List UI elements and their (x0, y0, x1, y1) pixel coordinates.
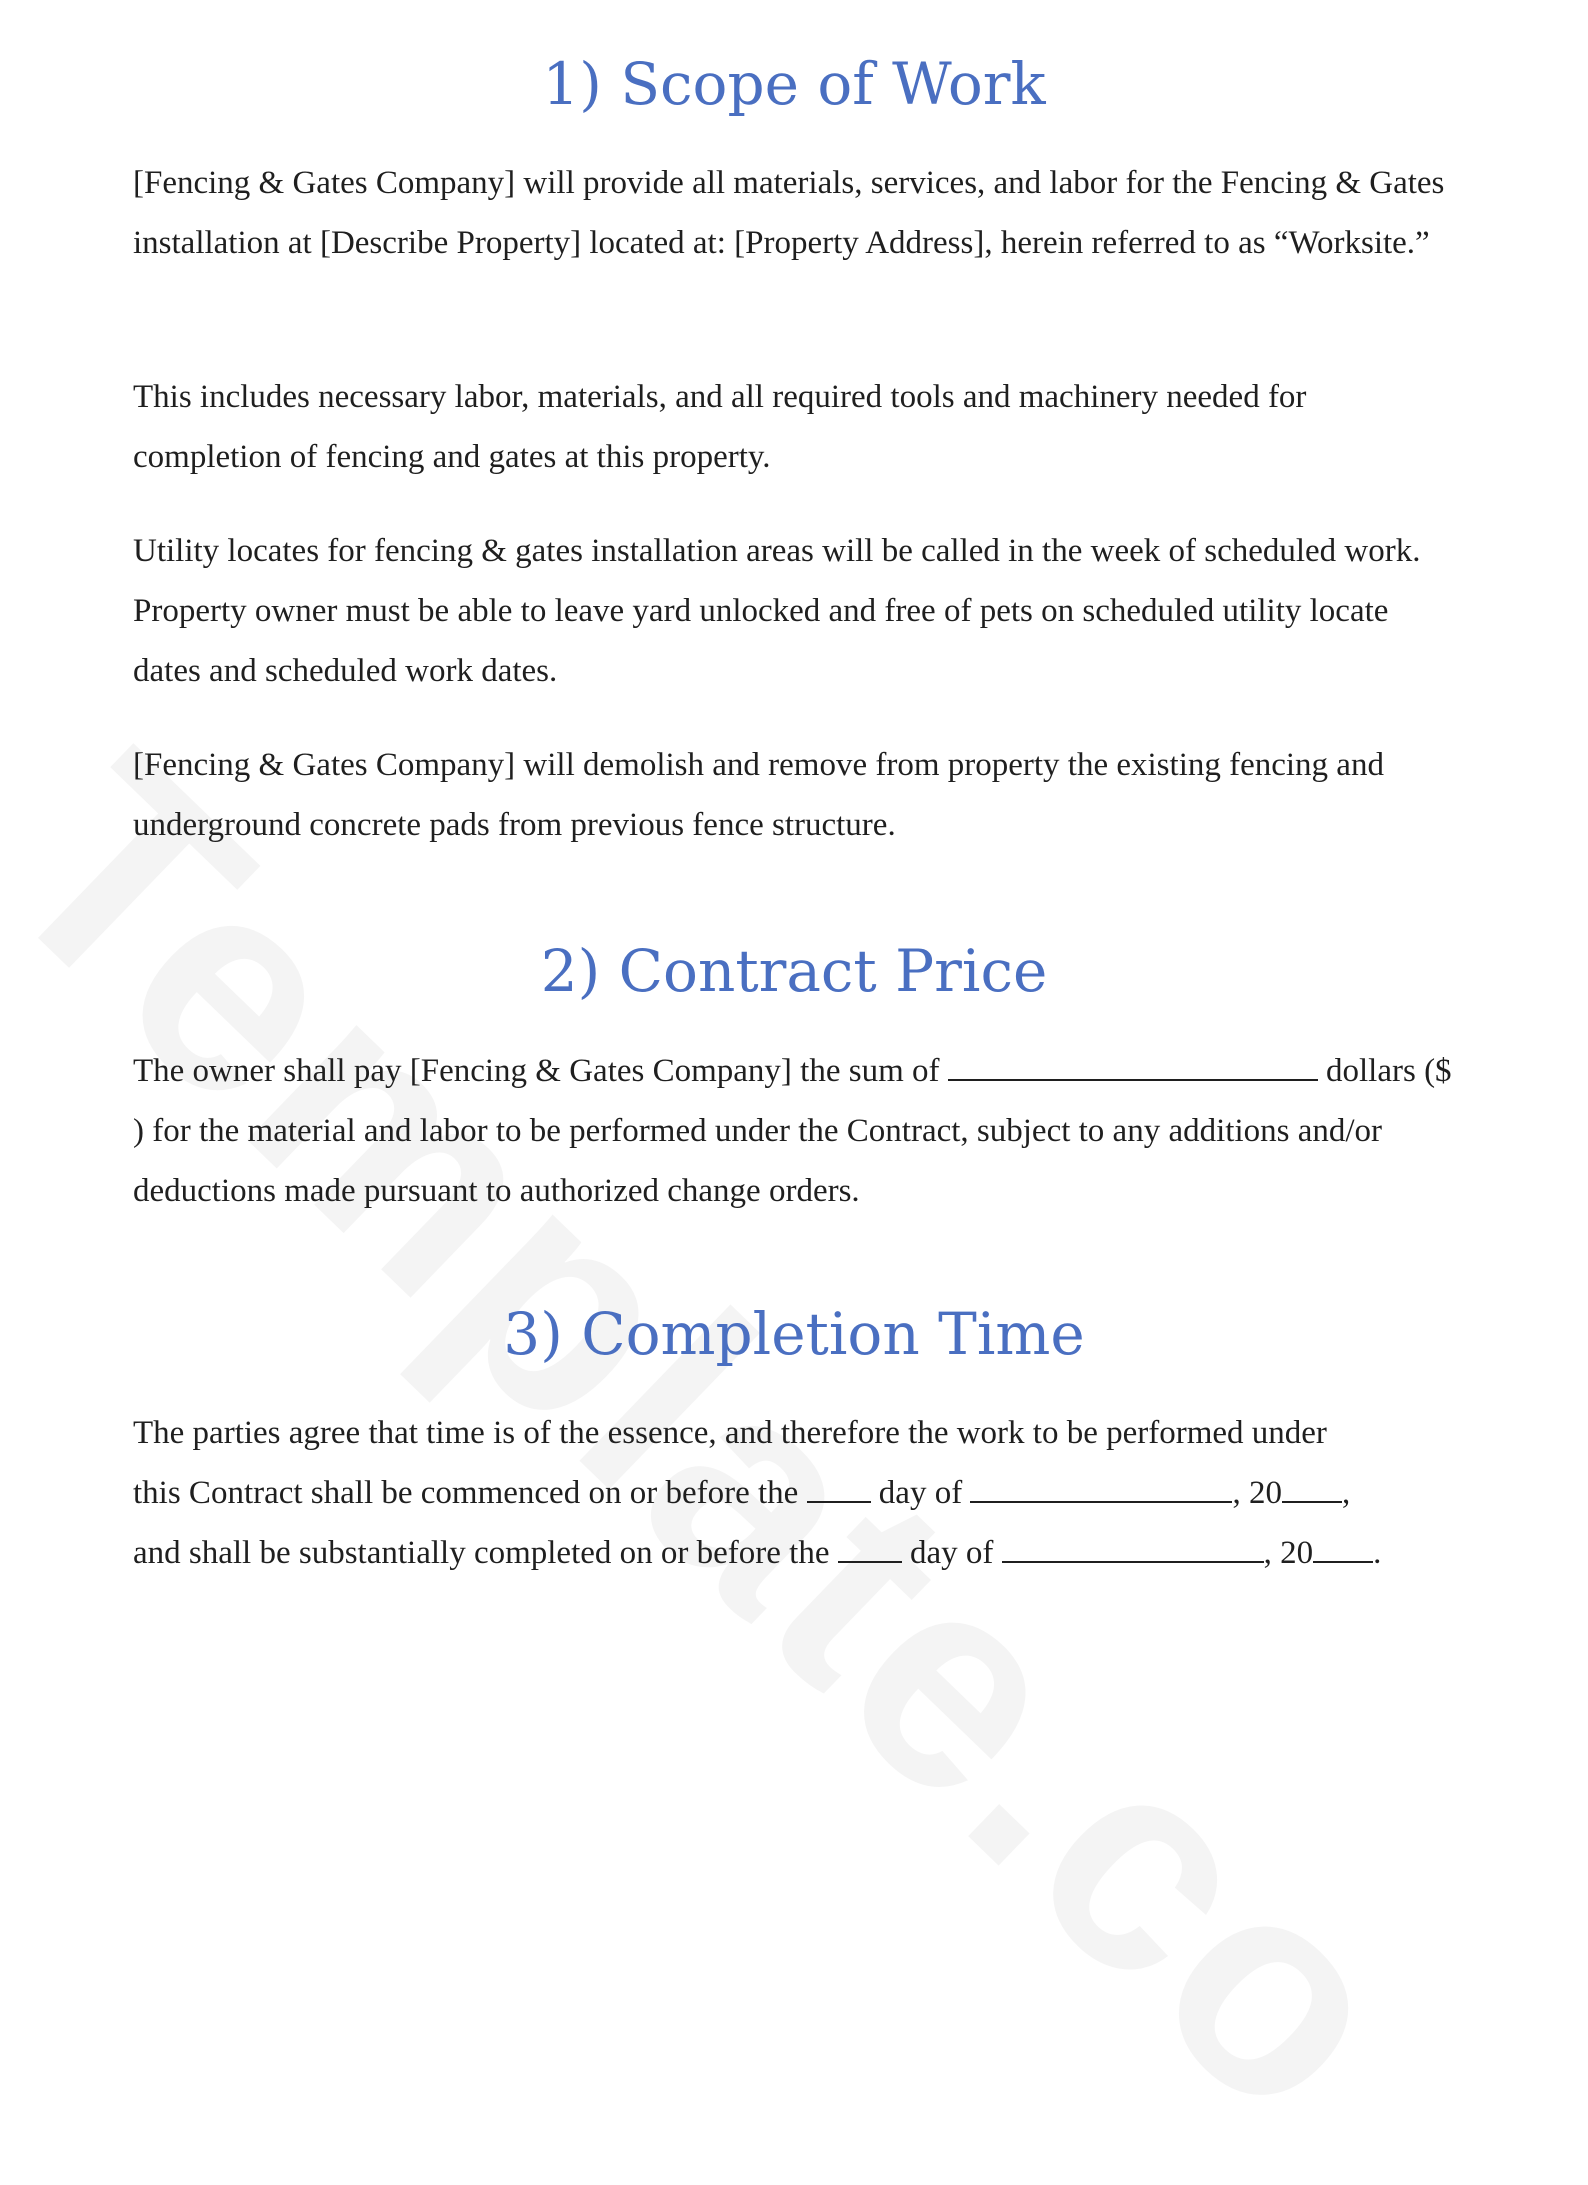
start-year-blank[interactable] (1282, 1475, 1342, 1503)
completion-paragraph (133, 1403, 1493, 1583)
scope-paragraph-3: Utility locates for fencing & gates installation areas will be called in the week of scheduled work. Property owner must be able to leave yard unlocked and free of pets on scheduled utility locate dates and scheduled work dates. (133, 533, 1421, 689)
start-month-blank[interactable] (970, 1475, 1232, 1503)
start-day-blank[interactable] (807, 1475, 871, 1503)
start-day-of-label: day of (878, 1475, 963, 1511)
end-day-of-label: day of (909, 1535, 994, 1571)
section-heading-scope-of-work: 1) Scope of Work (542, 50, 1046, 118)
price-amount-blank[interactable] (948, 1053, 1318, 1081)
end-line-end: . (1373, 1535, 1382, 1571)
scope-paragraph-4: [Fencing & Gates Company] will demolish and remove from property the existing fencing and underground concrete pads from previous fence structure. (133, 747, 1384, 843)
start-year-prefix: , 20 (1232, 1475, 1282, 1511)
end-year-prefix: , 20 (1263, 1535, 1314, 1571)
scope-paragraph-1: [Fencing & Gates Company] will provide all materials, services, and labor for the Fencing & Gates installation at [Describe Property] located at: [Property Address], herein referred to as “Worksite.” (133, 165, 1445, 261)
price-line-rest: dollars ($ ) for the material and labor to be performed under the Contract, subject to any additions and/or deductions made pursuant to authorized change orders. (133, 1053, 1452, 1209)
price-line-1: The owner shall pay [Fencing & Gates Company] the sum of (133, 1053, 940, 1089)
end-day-blank[interactable] (838, 1535, 902, 1563)
section-heading-contract-price: 2) Contract Price (540, 937, 1048, 1005)
completion-start-text: this Contract shall be commenced on or before the (133, 1475, 799, 1511)
completion-end-text: and shall be substantially completed on or before the (133, 1535, 830, 1571)
price-paragraph (133, 1041, 1463, 1221)
end-month-blank[interactable] (1002, 1535, 1264, 1563)
section-heading-completion-time: 3) Completion Time (503, 1300, 1085, 1368)
completion-line-1: The parties agree that time is of the essence, and therefore the work to be performed under (133, 1415, 1327, 1451)
start-line-end: , (1341, 1475, 1351, 1511)
end-year-blank[interactable] (1313, 1535, 1373, 1563)
scope-paragraph-2: This includes necessary labor, materials, and all required tools and machinery needed for completion of fencing and gates at this property. (133, 379, 1307, 475)
